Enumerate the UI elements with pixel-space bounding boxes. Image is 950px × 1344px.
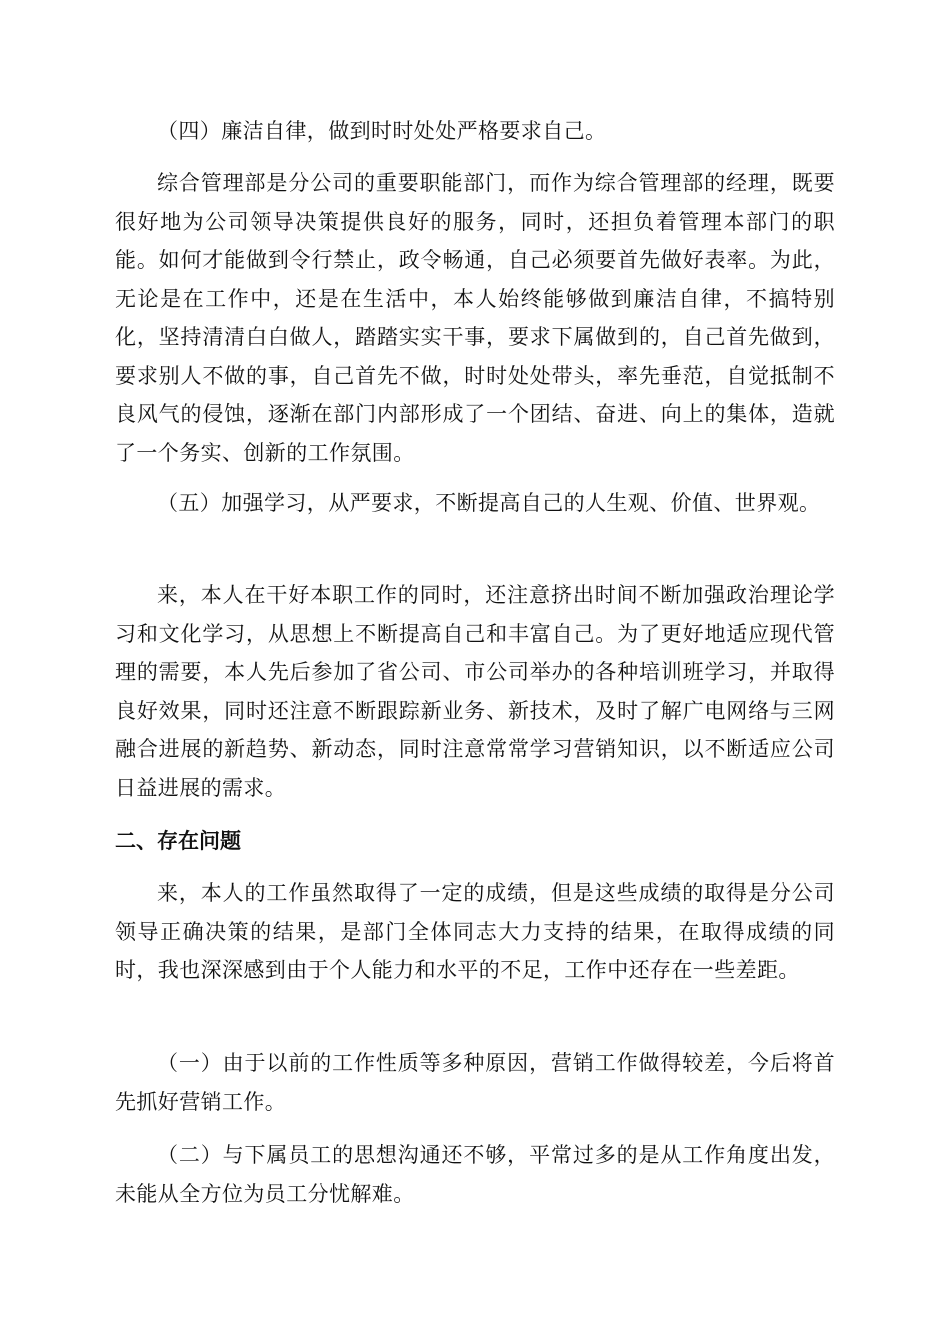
paragraph-item-4-heading: （四）廉洁自律，做到时时处处严格要求自己。 — [157, 119, 607, 143]
paragraph-problems-intro: 来，本人的工作虽然取得了一定的成绩，但是这些成绩的取得是分公司领导正确决策的结果，是部门全体同志大力支持的结果，在取得成绩的同时，我也深深感到由于个人能力和水平的不足，工作中还存在一些差距。 — [115, 881, 835, 982]
paragraph-problem-1: （一）由于以前的工作性质等多种原因，营销工作做得较差，今后将首先抓好营销工作。 — [115, 1051, 835, 1114]
section-heading: 二、存在问题 — [115, 829, 241, 853]
paragraph-study: 来，本人在干好本职工作的同时，还注意挤出时间不断加强政治理论学习和文化学习，从思想上不断提高自己和丰富自己。为了更好地适应现代管理的需要，本人先后参加了省公司、市公司举办的各种培训班学习，并取得良好效果，同时还注意不断跟踪新业务、新技术，及时了解广电网络与三网融合进展的新趋势、新动态，同时注意常常学习营销知识，以不断适应公司日益进展的需求。 — [115, 583, 835, 800]
paragraph-item-5-heading: （五）加强学习，从严要求，不断提高自己的人生观、价值、世界观。 — [157, 491, 821, 515]
paragraph-integrity: 综合管理部是分公司的重要职能部门，而作为综合管理部的经理，既要很好地为公司领导决策提供良好的服务，同时，还担负着管理本部门的职能。如何才能做到令行禁止，政令畅通，自己必须要首先做好表率。为此，无论是在工作中，还是在生活中，本人始终能够做到廉洁自律，不搞特别化，坚持清清白白做人，踏踏实实干事，要求下属做到的，自己首先做到，要求别人不做的事，自己首先不做，时时处处带头，率先垂范，自觉抵制不良风气的侵蚀，逐渐在部门内部形成了一个团结、奋进、向上的集体，造就了一个务实、创新的工作氛围。 — [115, 171, 835, 465]
paragraph-problem-2: （二）与下属员工的思想沟通还不够，平常过多的是从工作角度出发，未能从全方位为员工分忧解难。 — [115, 1143, 835, 1206]
